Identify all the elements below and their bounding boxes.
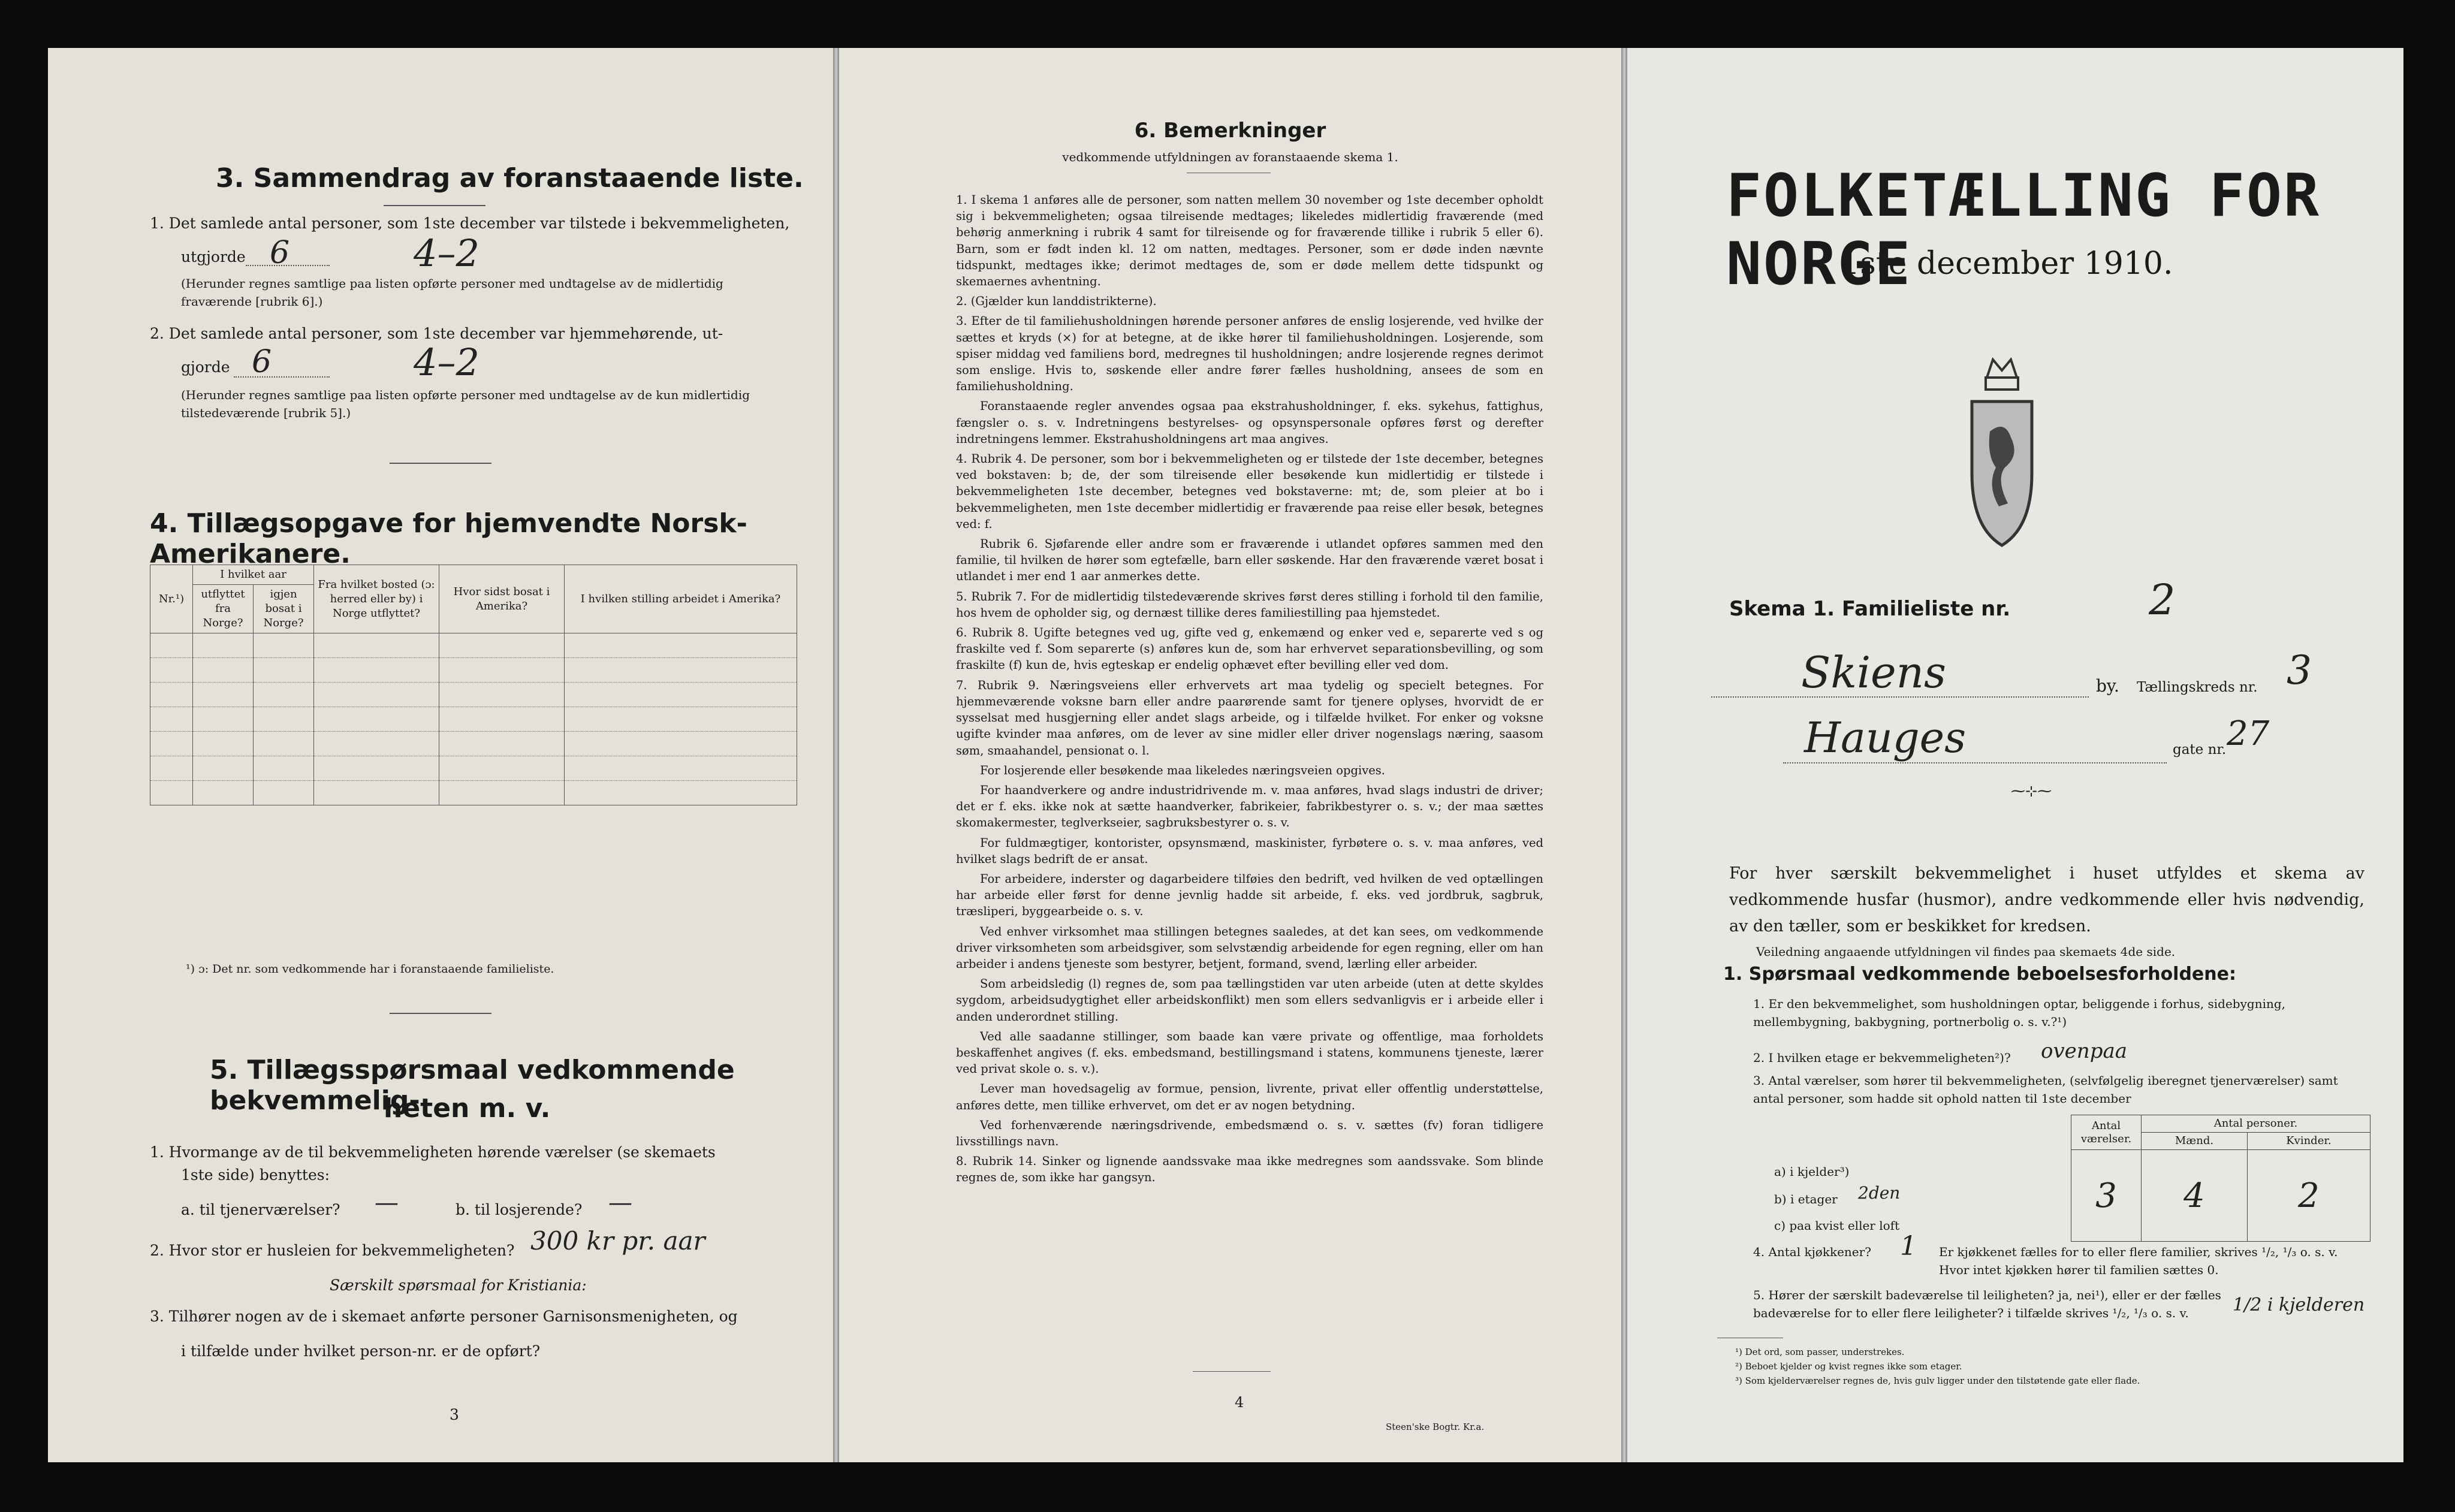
item2-line — [234, 376, 330, 378]
footnote-1: ¹) Det ord, som passer, understrekes. — [1735, 1347, 1905, 1357]
divider — [384, 205, 485, 206]
skema-label: Skema 1. Familieliste nr. — [1729, 597, 2011, 621]
by-hw: Skiens — [1801, 647, 1946, 698]
q1-a-hw: — — [375, 1189, 399, 1217]
remark-paragraph: For losjerende eller besøkende maa likeledes næringsveien opgives. — [980, 763, 1385, 777]
q3-line1: 3. Tilhører nogen av de i skemaet anførte personer Garnisonsmenigheten, og — [150, 1308, 738, 1325]
kristiania-heading: Særskilt spørsmaal for Kristiania: — [330, 1276, 587, 1294]
remarks-title: 6. Bemerkninger — [1134, 119, 1326, 143]
row-kvist: c) paa kvist eller loft — [1774, 1218, 1900, 1233]
section-1-title: 1. Spørsmaal vedkommende beboelsesforholdene: — [1723, 964, 2236, 985]
remark-paragraph: Ved alle saadanne stillinger, som baade kan være private og offentlige, maa forholdets beskaffenhet angives (f. eks. embedsmand, bestillingsmand i statens, kommunens tjeneste, lærer ved privat skole o. s. v.). — [956, 1029, 1543, 1076]
q2-hw: 300 kr pr. aar — [530, 1226, 705, 1256]
row-etager: b) i etager — [1774, 1192, 1838, 1206]
divider — [390, 463, 491, 464]
s1-q4-rest: Er kjøkkenet fælles for to eller flere familier, skrives ¹/₂, ¹/₃ o. s. v. Hvor intet kjøkken hører til familien sættes 0. — [1939, 1245, 2338, 1277]
col-maend: Mænd. — [2142, 1133, 2248, 1150]
table-row — [150, 781, 797, 805]
section-4-title: 4. Tillægsopgave for hjemvendte Norsk-Amerikanere. — [150, 508, 747, 569]
census-date: 1ste december 1910. — [1840, 246, 2173, 282]
item1-hw-split: 4–2 — [414, 231, 479, 275]
row-kjelder: a) i kjelder³) — [1774, 1164, 1850, 1179]
col-fra: Fra hvilket bosted (ɔ: herred eller by) i Norge utflyttet? — [314, 565, 439, 633]
col-utflyttet: utflyttet fra Norge? — [193, 585, 254, 633]
footnote-3: ³) Som kjelderværelser regnes de, hvis gulv ligger under den tilstøtende gate eller flade. — [1735, 1375, 2140, 1386]
q2-text: 2. Hvor stor er husleien for bekvemmeligheten? — [150, 1242, 515, 1259]
remark-paragraph: 7. Rubrik 9. Næringsveiens eller erhvervets art maa tydelig og specielt betegnes. For hjemmeværende voksne barn eller andre paarørende samt for tjenere oplyses, hvorvidt de er sysselsat med husgjerning eller andet slags arbeide, og i tilfælde hvilket. For enker og voksne ugifte kvinder maa anføres, om de lever av sine midler eller driver nogenslags næring, saasom søm, smaahandel, pensionat o. l. — [956, 678, 1543, 757]
table-row — [150, 756, 797, 781]
col-nr: Nr.¹) — [150, 565, 193, 633]
col-vaerelser: Antal værelser. — [2071, 1115, 2142, 1150]
table-footnote: ¹) ɔ: Det nr. som vedkommende har i foranstaaende familieliste. — [186, 962, 554, 976]
divider — [1193, 1371, 1271, 1372]
remark-paragraph: Foranstaaende regler anvendes ogsaa paa ekstrahusholdninger, f. eks. sykehus, fattighus, fængsler o. s. v. Indretningens bestyrelses- og opsynspersonale opføres først og derefter indretningens lemmer. Ekstrahusholdningens art maa angives. — [956, 399, 1543, 446]
remarks-body — [956, 192, 1543, 1190]
remarks-subtitle: vedkommende utfyldningen av foranstaaende skema 1. — [1062, 150, 1398, 164]
s1-q4-hw: 1 — [1900, 1231, 1917, 1261]
item1-hw-total: 6 — [270, 235, 290, 271]
page-number: 3 — [450, 1406, 459, 1423]
col-kvinder: Kvinder. — [2247, 1133, 2370, 1150]
footnote-2: ²) Beboet kjelder og kvist regnes ikke som etager. — [1735, 1361, 1962, 1372]
col-sidst: Hvor sidst bosat i Amerika? — [439, 565, 565, 633]
s1-q3: 3. Antal værelser, som hører til bekvemmeligheten, (selvfølgelig iberegnet tjenerværelser) samt antal personer, som hadde sit ophold natten til 1ste december — [1753, 1073, 2338, 1106]
remark-paragraph: For fuldmægtiger, kontorister, opsynsmænd, maskinister, fyrbøtere o. s. v. maa anføres, ved hvilket slags bedrift de er ansat. — [956, 835, 1543, 866]
item1-label: utgjorde — [181, 248, 246, 265]
q1-line1: 1. Hvormange av de til bekvemmeligheten hørende værelser (se skemaets — [150, 1143, 716, 1161]
remark-paragraph: 6. Rubrik 8. Ugifte betegnes ved ug, gifte ved g, enkemænd og enker ved e, separerte ved s og fraskilte ved f. Som separerte (s) anføres kun de, som har erhvervet separationsbevilling, og som fraskilte (f) kun de, hvis egteskap er endelig ophævet efter bevilling eller ved dom. — [956, 626, 1543, 672]
remark-paragraph: 3. Efter de til familiehusholdningen hørende personer anføres de enslig losjerende, ved hvilke der sættes et kryds (×) for at betegne, at de ikke hører til familiehusholdningen. Losjerende, som spiser middag ved familiens bord, medregnes til husholdningen; andre losjerende regnes derimot som enslige. Hvis to, søskende eller andre fører fælles husholdning, ansees de som en familiehusholdning. — [956, 314, 1543, 394]
printer-mark: Steen'ske Bogtr. Kr.a. — [1386, 1422, 1485, 1432]
q1-line2: 1ste side) benyttes: — [181, 1166, 330, 1184]
col-personer: Antal personer. — [2142, 1115, 2370, 1133]
remark-paragraph: 4. Rubrik 4. De personer, som bor i bekvemmeligheten og er tilstede der 1ste december, betegnes ved bokstaven: b; de, der som tilreisende eller besøkende kun midlertidig er tilstede i bekvemmeligheten 1ste december, betegnes ved bokstaverne: mt; de, som pleier at bo i bekvemmeligheten, men 1ste december midlertidig er fraværende paa reise eller besøk, betegnes ved: f. — [956, 452, 1543, 531]
norway-crest-icon — [1963, 354, 2041, 557]
gate-no-hw: 27 — [2227, 714, 2270, 753]
table-row — [150, 707, 797, 732]
q1-a: a. til tjenerværelser? — [181, 1201, 340, 1218]
row-etager-hw: 2den — [1858, 1183, 1901, 1203]
s1-q4: 4. Antal kjøkkener? — [1753, 1245, 1871, 1259]
table-row — [150, 633, 797, 658]
remark-paragraph: Lever man hovedsagelig av formue, pension, livrente, privat eller offentlig understøttelse, anføres dette, men tillike erhvervet, om det er av nogen betydning. — [956, 1082, 1543, 1112]
gate-hw: Hauges — [1804, 713, 1967, 762]
page-fold — [833, 48, 839, 1462]
s1-q2-hw: ovenpaa — [2041, 1039, 2128, 1063]
item2-text: 2. Det samlede antal personer, som 1ste december var hjemmehørende, ut- — [150, 325, 723, 342]
kreds-label: Tællingskreds nr. — [2137, 680, 2258, 695]
norsk-amerikanere-table — [150, 565, 797, 805]
item2-label: gjorde — [181, 358, 230, 376]
item2-hw-split: 4–2 — [414, 340, 479, 384]
table-row — [150, 683, 797, 707]
col-stilling: I hvilken stilling arbeidet i Amerika? — [565, 565, 797, 633]
veiledning: Veiledning angaaende utfyldningen vil findes paa skemaets 4de side. — [1756, 944, 2176, 959]
col-group-year: I hvilket aar — [193, 565, 314, 585]
ornament: ⁓⊹⁓ — [2011, 783, 2052, 799]
remark-paragraph: For arbeidere, inderster og dagarbeidere tilføies den bedrift, ved hvilken de ved optællingen har arbeide eller først for denne jevnlig hadde sit arbeide, f. eks. ved jordbruk, sagbruk, træsliperi, byggearbeide o. s. v. — [956, 871, 1543, 919]
col-igjen: igjen bosat i Norge? — [254, 585, 314, 633]
item1-text: 1. Det samlede antal personer, som 1ste december var tilstede i bekvemmeligheten, — [150, 215, 790, 232]
remark-paragraph: Ved enhver virksomhet maa stillingen betegnes saaledes, at det kan sees, om vedkommende driver virksomheten som arbeidsgiver, som selvstændig arbeidende for egen regning, eller om han arbeider i andens tjeneste som bestyrer, betjent, formand, svend, lærling eller arbeider. — [956, 924, 1543, 971]
section-5-title-line2: heten m. v. — [384, 1093, 551, 1124]
page-number: 4 — [1235, 1394, 1244, 1411]
q3-line2: i tilfælde under hvilket person-nr. er de opført? — [181, 1342, 541, 1360]
census-title: FOLKETÆLLING FOR NORGE — [1726, 162, 2321, 298]
remark-paragraph: For haandverkere og andre industridrivende m. v. maa anføres, hvad slags industri de driver; det er f. eks. ikke nok at sætte haandverker, fabrikeier, fabrikbestyrer o. s. v.; der maa sættes skomakermester, teglverkseier, sagbruksbestyrer o. s. v. — [956, 783, 1543, 830]
s1-q2: 2. I hvilken etage er bekvemmeligheten²)? — [1753, 1051, 2011, 1065]
remark-paragraph: 1. I skema 1 anføres alle de personer, som natten mellem 30 november og 1ste december opholdt sig i bekvemmeligheten; ogsaa tilreisende medtages; likeledes midlertidig fraværende (med behørig anmerkning i rubrik 4 samt for tilreisende og for fraværende tillike i rubrik 5 eller 6). Barn, som er født inden kl. 12 om natten, medtages. Personer, som er døde inden nævnte tidspunkt, medtages ikke; derimot medtages de, som er døde mellem dette tidspunkt og skemaernes avhentning. — [956, 193, 1543, 289]
page-left — [48, 48, 833, 1462]
item2-hw-total: 6 — [252, 344, 272, 380]
divider — [390, 1013, 491, 1014]
remark-paragraph: Rubrik 6. Sjøfarende eller andre som er fraværende i utlandet opføres sammen med den familie, til hvilken de hører som egtefælle, barn eller søskende. Har den fraværende været bosat i utlandet i mer end 1 aar anmerkes dette. — [956, 537, 1543, 584]
gate-line — [1783, 762, 2167, 763]
remark-paragraph: 5. Rubrik 7. For de midlertidig tilstedeværende skrives først deres stilling i forhold til den familie, hos hvem de opholder sig, og dernæst tillike deres familiestilling paa hjemstedet. — [956, 589, 1543, 620]
item1-note: (Herunder regnes samtlige paa listen opførte personer med undtagelse av de midlertidig fraværende [rubrik 6].) — [181, 276, 723, 309]
rooms-persons-table — [2071, 1115, 2370, 1242]
skema-hw-nr: 2 — [2149, 575, 2176, 624]
value-maend: 4 — [2142, 1150, 2248, 1242]
s1-q5: 5. Hører der særskilt badeværelse til leiligheten? ja, nei¹), eller er der fælles badeværelse for to eller flere leiligheter? i tilfælde skrives ¹/₂, ¹/₃ o. s. v. — [1753, 1288, 2221, 1320]
page-right — [1627, 48, 2403, 1462]
q1-b-hw: — — [608, 1189, 632, 1217]
section-5-title-line1: 5. Tillægsspørsmaal vedkommende bekvemmelig- — [210, 1055, 735, 1116]
value-vaerelser: 3 — [2071, 1150, 2142, 1242]
item2-note: (Herunder regnes samtlige paa listen opførte personer med undtagelse av de kun midlertidig tilstedeværende [rubrik 5].) — [181, 388, 750, 420]
s1-q1: 1. Er den bekvemmelighet, som husholdningen optar, beliggende i forhus, sidebygning, mellembygning, bakbygning, portnerbolig o. s. v.?¹) — [1753, 997, 2286, 1029]
page-fold — [1621, 48, 1627, 1462]
remark-paragraph: Som arbeidsledig (l) regnes de, som paa tællingstiden var uten arbeide (uten at dette skyldes sygdom, arbeidsudygtighet eller arbeidskonflikt) men som ellers sedvanligvis er i arbeide eller i anden underordnet stilling. — [956, 977, 1543, 1024]
intro-text: For hver særskilt bekvemmelighet i huset utfyldes et skema av vedkommende husfar (husmor), andre vedkommende eller hvis nødvendig, av den tæller, som er beskikket for kredsen. — [1729, 864, 2364, 935]
q1-b: b. til losjerende? — [456, 1201, 583, 1218]
gate-label: gate nr. — [2173, 742, 2227, 757]
value-kvinder: 2 — [2247, 1150, 2370, 1242]
page-middle — [839, 48, 1621, 1462]
section-3-title: 3. Sammendrag av foranstaaende liste. — [216, 163, 804, 194]
table-row — [150, 658, 797, 683]
s1-q5-hw: 1/2 i kjelderen — [2233, 1294, 2365, 1315]
table-row — [150, 732, 797, 756]
by-label: by. — [2096, 676, 2119, 696]
kreds-hw: 3 — [2287, 647, 2312, 693]
remark-paragraph: 2. (Gjælder kun landdistrikterne). — [956, 294, 1157, 309]
remark-paragraph: 8. Rubrik 14. Sinker og lignende aandssvake maa ikke medregnes som aandssvake. Som blinde regnes de, som ikke har gangsyn. — [956, 1154, 1543, 1185]
remark-paragraph: Ved forhenværende næringsdrivende, embedsmænd o. s. v. sættes (fv) foran tidligere livsstillings navn. — [956, 1118, 1543, 1148]
